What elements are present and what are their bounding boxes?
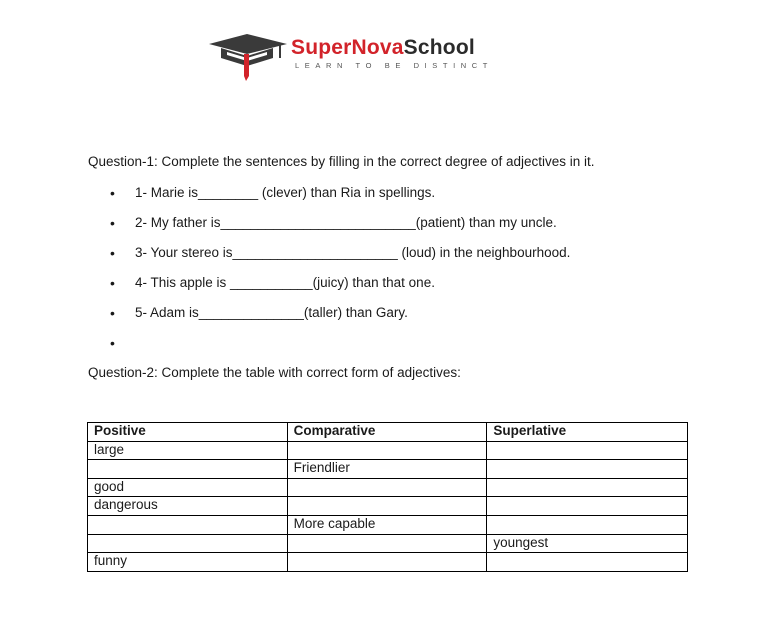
table-row [88, 460, 688, 479]
sentence-text: 1- Marie is________ (clever) than Ria in spellings. [135, 185, 436, 200]
table-row [88, 478, 688, 497]
sentence-text: 2- My father is__________________________(patient) than my uncle. [135, 215, 557, 230]
table-row [88, 534, 688, 553]
table-cell [487, 441, 688, 460]
table-cell [287, 497, 487, 516]
table-cell [88, 534, 288, 553]
table-cell [287, 534, 487, 553]
list-item [110, 213, 570, 243]
brand-name-part2: School [403, 36, 475, 59]
list-item [110, 333, 570, 363]
graduation-cap-logo-icon [207, 28, 289, 82]
question-1-title: Question-1: Complete the sentences by filling in the correct degree of adjectives in it. [88, 154, 595, 169]
table-cell: funny [88, 553, 288, 572]
bullet-icon: • [110, 245, 115, 261]
table-cell [487, 460, 688, 479]
table-cell [88, 460, 288, 479]
brand-name-part1: SuperNova [291, 36, 404, 59]
table-cell: Friendlier [287, 460, 487, 479]
table-cell [88, 515, 288, 534]
table-cell [487, 553, 688, 572]
brand-tagline: LEARN TO BE DISTINCT [295, 61, 493, 70]
list-item [110, 183, 570, 213]
table-cell: youngest [487, 534, 688, 553]
sentence-text: 4- This apple is ___________(juicy) than that one. [135, 275, 435, 290]
sentence-text: 5- Adam is______________(taller) than Gary. [135, 305, 408, 320]
table-cell [487, 515, 688, 534]
table-cell [487, 497, 688, 516]
table-row [88, 515, 688, 534]
header-positive: Positive [88, 423, 288, 442]
table-cell [287, 553, 487, 572]
bullet-icon: • [110, 185, 115, 201]
table-row [88, 441, 688, 460]
adjectives-table [87, 422, 688, 572]
table-cell: More capable [287, 515, 487, 534]
table-cell [287, 478, 487, 497]
question-1-list [110, 183, 570, 363]
table-cell: good [88, 478, 288, 497]
header-comparative: Comparative [287, 423, 487, 442]
brand-name [291, 36, 475, 60]
table-cell: large [88, 441, 288, 460]
school-logo [207, 28, 527, 82]
list-item [110, 303, 570, 333]
list-item [110, 273, 570, 303]
table-row [88, 553, 688, 572]
table-cell: dangerous [88, 497, 288, 516]
bullet-icon: • [110, 335, 115, 351]
bullet-icon: • [110, 305, 115, 321]
header-superlative: Superlative [487, 423, 688, 442]
question-2-title: Question-2: Complete the table with correct form of adjectives: [88, 365, 461, 380]
table-cell [287, 441, 487, 460]
bullet-icon: • [110, 215, 115, 231]
table-cell [487, 478, 688, 497]
table-header-row [88, 423, 688, 442]
bullet-icon: • [110, 275, 115, 291]
list-item [110, 243, 570, 273]
sentence-text: 3- Your stereo is______________________ (loud) in the neighbourhood. [135, 245, 571, 260]
table-row [88, 497, 688, 516]
